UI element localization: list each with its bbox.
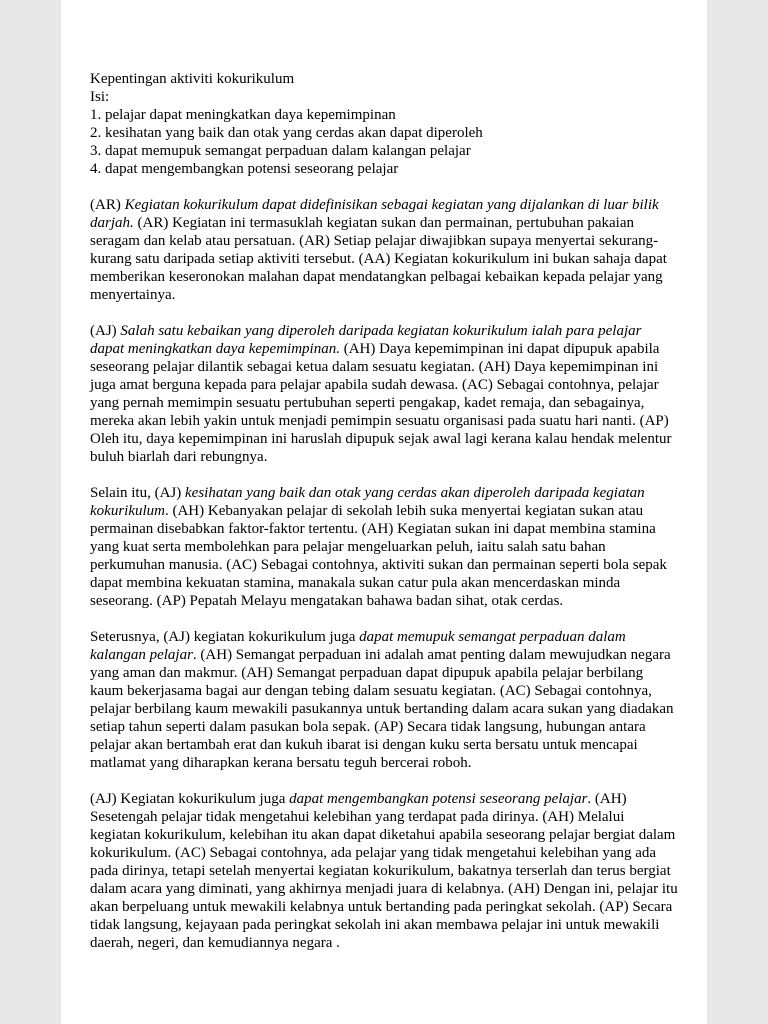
outline-point: 2. kesihatan yang baik dan otak yang cerdas akan dapat diperoleh	[90, 125, 483, 141]
thesis-statement-text: Kegiatan kokurikulum dapat didefinisikan sebagai kegiatan yang dijalankan di luar bilik darjah.	[90, 197, 659, 231]
paragraph-text: (AR) Kegiatan ini termasuklah kegiatan sukan dan permainan, pertubuhan pakaian seragam dan kelab atau persatuan. (AR) Setiap pelajar diwajibkan supaya menyertai sekurang-kurang satu daripada setiap aktiviti tersebut. (AA) Kegiatan kokurikulum ini bukan sahaja dapat memberikan keseronokan malahan dapat mendatangkan pelbagai kebaikan kepada pelajar yang menyertainya.	[90, 215, 667, 303]
paragraph-text: (AH) Daya kepemimpinan ini dapat dipupuk apabila seseorang pelajar dilantik sebagai ketua dalam sesuatu kegiatan. (AH) Daya kepemimpinan ini juga amat berguna kepada para pelajar apabila sudah dewasa. (AC) Sebagai contohnya, pelajar yang pernah memimpin sesuatu pertubuhan seperti pengakap, kadet remaja, dan sebagainya, mereka akan lebih yakin untuk menjadi pemimpin sesuatu organisasi pada suatu hari nanti. (AP) Oleh itu, daya kepemimpinan ini haruslah dipupuk sejak awal lagi kerana kalau hendak melentur buluh biarlah dari rebungnya.	[90, 341, 672, 465]
paragraph-text: (AR)	[90, 197, 125, 213]
essay-paragraph	[90, 628, 678, 772]
essay-paragraphs	[90, 196, 678, 952]
outline-point: 3. dapat memupuk semangat perpaduan dalam kalangan pelajar	[90, 143, 471, 159]
paragraph-text: (AJ)	[90, 323, 121, 339]
paragraph-text: Seterusnya, (AJ) kegiatan kokurikulum juga	[90, 629, 360, 645]
paragraph-text: . (AH) Kebanyakan pelajar di sekolah lebih suka menyertai kegiatan sukan atau permainan disebabkan faktor-faktor tertentu. (AH) Kegiatan sukan ini dapat membina stamina yang kuat serta membolehkan para pelajar mengeluarkan peluh, iaitu salah satu bahan perkumuhan manusia. (AC) Sebagai contohnya, aktiviti sukan dan permainan seperti bola sepak dapat membina kekuatan stamina, manakala sukan catur pula akan mencerdaskan minda seseorang. (AP) Pepatah Melayu mengatakan bahawa badan sihat, otak cerdas.	[90, 503, 667, 609]
outline-point: 4. dapat mengembangkan potensi seseorang pelajar	[90, 161, 399, 177]
paragraph-text: (AJ) Kegiatan kokurikulum juga	[90, 791, 290, 807]
outline-label: Isi:	[90, 89, 110, 105]
essay-paragraph	[90, 790, 678, 952]
document-page	[61, 0, 707, 1024]
essay-paragraph	[90, 322, 678, 466]
paragraph-text: . (AH) Semangat perpaduan ini adalah amat penting dalam mewujudkan negara yang aman dan makmur. (AH) Semangat perpaduan dapat dipupuk apabila pelajar berbilang kaum bekerjasama bagai aur dengan tebing dalam sesuatu kegiatan. (AC) Sebagai contohnya, pelajar berbilang kaum mewakili pasukannya untuk bertanding dalam acara sukan yang diadakan setiap tahun seperti dalam pasukan bola sepak. (AP) Secara tidak langsung, hubungan antara pelajar akan bertambah erat dan kukuh ibarat isi dengan kuku serta bersatu untuk mencapai matlamat yang diharapkan kerana bersatu teguh bercerai roboh.	[90, 647, 674, 771]
essay-paragraph	[90, 196, 678, 304]
thesis-statement-text: dapat memupuk semangat perpaduan dalam kalangan pelajar	[90, 629, 626, 663]
paragraph-text: . (AH) Sesetengah pelajar tidak mengetahui kelebihan yang terdapat pada dirinya. (AH) Melalui kegiatan kokurikulum, kelebihan itu akan dapat diketahui apabila seseorang pelajar bergiat dalam kokurikulum. (AC) Sebagai contohnya, ada pelajar yang tidak mengetahui kelebihan yang ada pada dirinya, tetapi setelah menyertai kegiatan kokurikulum, bakatnya terserlah dan terus bergiat dalam acara yang diminati, yang akhirnya menjadi juara di kelabnya. (AH) Dengan ini, pelajar itu akan berpeluang untuk mewakili kelabnya untuk bertanding pada peringkat sekolah. (AP) Secara tidak langsung, kejayaan pada peringkat sekolah ini akan membawa pelajar ini untuk mewakili daerah, negeri, dan kemudiannya negara .	[90, 791, 678, 951]
outline-list	[90, 106, 678, 178]
thesis-statement-text: kesihatan yang baik dan otak yang cerdas akan diperoleh daripada kegiatan kokurikulum	[90, 485, 645, 519]
outline-point: 1. pelajar dapat meningkatkan daya kepemimpinan	[90, 107, 396, 123]
essay-paragraph	[90, 484, 678, 610]
paragraph-text: Selain itu, (AJ)	[90, 485, 185, 501]
document-title: Kepentingan aktiviti kokurikulum	[90, 71, 295, 87]
thesis-statement-text: dapat mengembangkan potensi seseorang pelajar	[289, 791, 588, 807]
thesis-statement-text: Salah satu kebaikan yang diperoleh daripada kegiatan kokurikulum ialah para pelajar dapat meningkatkan daya kepemimpinan.	[90, 323, 642, 357]
document-content	[61, 0, 707, 952]
